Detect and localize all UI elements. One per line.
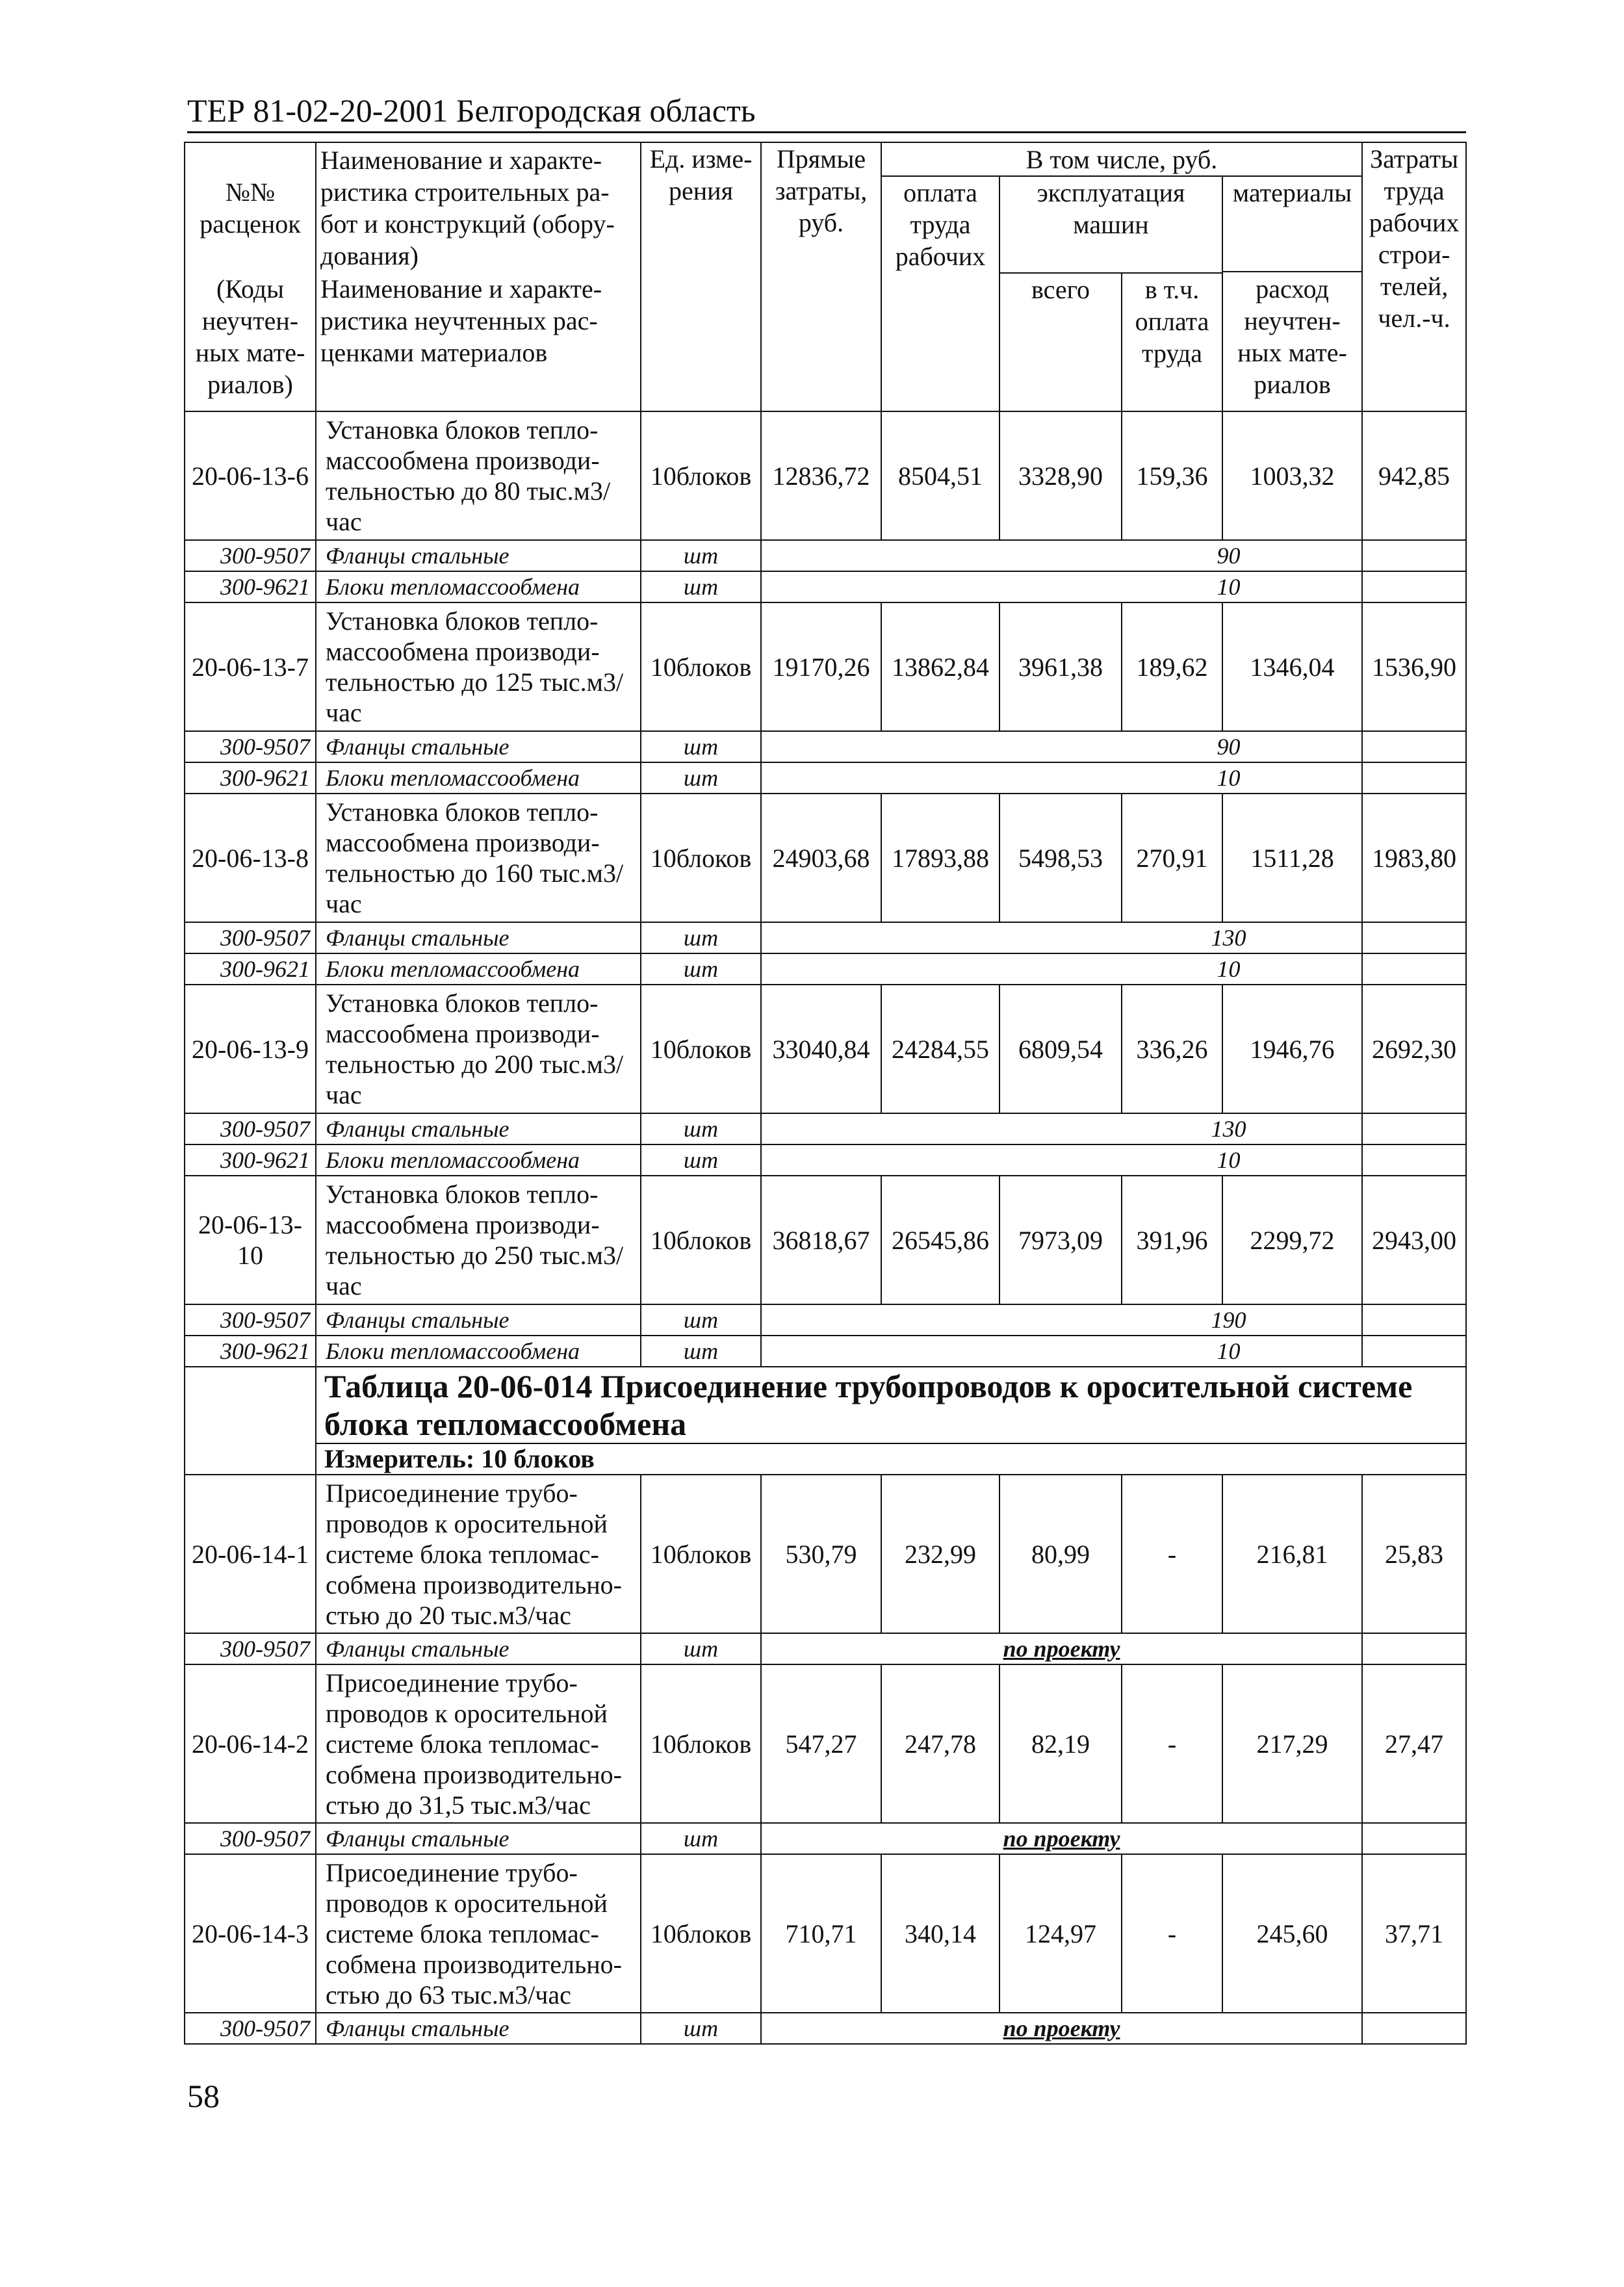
material-labor-empty	[1362, 762, 1466, 794]
material-name: Фланцы стальные	[316, 922, 641, 953]
rate-labor-pay: 17893,88	[881, 794, 999, 922]
rate-row	[185, 1176, 1466, 1304]
rate-materials: 2299,72	[1222, 1176, 1362, 1304]
material-row	[185, 1304, 1466, 1336]
table-measure: Измеритель: 10 блоков	[316, 1443, 1466, 1475]
material-qty: 190	[761, 1304, 1362, 1336]
material-unit: шт	[641, 571, 761, 602]
rate-materials: 1003,32	[1222, 411, 1362, 540]
rate-unit: 10блоков	[641, 411, 761, 540]
table-title: Таблица 20-06-014 Присоединение трубопроводов к оросительной системе блока тепломассообмена	[316, 1367, 1466, 1443]
material-name: Блоки тепломассообмена	[316, 1144, 641, 1176]
rate-row	[185, 602, 1466, 731]
header-mach-pay: в т.ч. оплата труда	[1122, 273, 1222, 411]
header-machines: эксплуатация машин	[999, 176, 1222, 273]
rate-code: 20-06-14-2	[185, 1664, 316, 1823]
rate-machines-total: 80,99	[999, 1475, 1122, 1633]
material-code: 300-9507	[185, 1304, 316, 1336]
material-unit: шт	[641, 1304, 761, 1336]
rate-machines-pay: -	[1122, 1475, 1222, 1633]
material-unit: шт	[641, 922, 761, 953]
material-row	[185, 1823, 1466, 1854]
rate-labor-hours: 25,83	[1362, 1475, 1466, 1633]
rate-direct-costs: 33040,84	[761, 985, 881, 1113]
rate-materials: 1511,28	[1222, 794, 1362, 922]
rate-materials: 217,29	[1222, 1664, 1362, 1823]
material-name: Фланцы стальные	[316, 1304, 641, 1336]
rate-direct-costs: 530,79	[761, 1475, 881, 1633]
rate-machines-pay: 159,36	[1122, 411, 1222, 540]
material-labor-empty	[1362, 571, 1466, 602]
material-unit: шт	[641, 762, 761, 794]
material-code: 300-9621	[185, 1336, 316, 1367]
material-qty: 10	[761, 1336, 1362, 1367]
rate-unit: 10блоков	[641, 1664, 761, 1823]
material-qty: 10	[761, 571, 1362, 602]
rate-machines-total: 82,19	[999, 1664, 1122, 1823]
material-row	[185, 731, 1466, 762]
rate-name: Установка блоков тепло-массообмена производи-тельностью до 200 тыс.м3/час	[316, 985, 641, 1113]
rate-unit: 10блоков	[641, 794, 761, 922]
rate-unit: 10блоков	[641, 1475, 761, 1633]
rate-machines-pay: 189,62	[1122, 602, 1222, 731]
material-labor-empty	[1362, 731, 1466, 762]
material-code: 300-9507	[185, 2013, 316, 2044]
material-labor-empty	[1362, 540, 1466, 571]
header-name-top: Наименование и характе-ристика строительных ра-бот и конструкций (обору-дования)	[316, 142, 641, 273]
header-labor-pay: оплата труда рабочих	[881, 176, 999, 411]
rate-machines-total: 7973,09	[999, 1176, 1122, 1304]
material-labor-empty	[1362, 1823, 1466, 1854]
rate-materials: 216,81	[1222, 1475, 1362, 1633]
header-unit: Ед. изме-рения	[641, 142, 761, 411]
rate-direct-costs: 710,71	[761, 1854, 881, 2013]
material-row	[185, 540, 1466, 571]
material-code: 300-9621	[185, 571, 316, 602]
material-qty: 10	[761, 953, 1362, 985]
material-row	[185, 1144, 1466, 1176]
material-row	[185, 922, 1466, 953]
material-row	[185, 1633, 1466, 1664]
rate-name: Присоединение трубо-проводов к оросительной системе блока тепломас-собмена производительно-стью до 63 тыс.м3/час	[316, 1854, 641, 2013]
rate-code: 20-06-14-3	[185, 1854, 316, 2013]
material-unit: шт	[641, 2013, 761, 2044]
rate-materials: 245,60	[1222, 1854, 1362, 2013]
rate-row	[185, 1854, 1466, 2013]
rate-machines-pay: -	[1122, 1854, 1222, 2013]
rate-machines-pay: 391,96	[1122, 1176, 1222, 1304]
material-row	[185, 1336, 1466, 1367]
rate-materials: 1946,76	[1222, 985, 1362, 1113]
material-labor-empty	[1362, 1336, 1466, 1367]
rate-materials: 1346,04	[1222, 602, 1362, 731]
material-qty: 90	[761, 540, 1362, 571]
material-qty: 10	[761, 762, 1362, 794]
rate-labor-pay: 232,99	[881, 1475, 999, 1633]
rate-direct-costs: 24903,68	[761, 794, 881, 922]
material-labor-empty	[1362, 1144, 1466, 1176]
page-header	[187, 91, 1466, 136]
material-unit: шт	[641, 1336, 761, 1367]
material-unit: шт	[641, 731, 761, 762]
header-rule	[187, 131, 1466, 133]
header-code-top: №№ расценок	[185, 142, 316, 273]
material-labor-empty	[1362, 2013, 1466, 2044]
rate-unit: 10блоков	[641, 985, 761, 1113]
rate-labor-pay: 24284,55	[881, 985, 999, 1113]
material-name: Фланцы стальные	[316, 540, 641, 571]
material-labor-empty	[1362, 922, 1466, 953]
material-row	[185, 762, 1466, 794]
rate-name: Установка блоков тепло-массообмена производи-тельностью до 125 тыс.м3/час	[316, 602, 641, 731]
rate-code: 20-06-13-10	[185, 1176, 316, 1304]
rate-code: 20-06-13-8	[185, 794, 316, 922]
rate-code: 20-06-13-9	[185, 985, 316, 1113]
material-labor-empty	[1362, 1633, 1466, 1664]
material-name: Блоки тепломассообмена	[316, 762, 641, 794]
header-mat-use: расход неучтен-ных мате-риалов	[1222, 273, 1362, 411]
material-code: 300-9507	[185, 540, 316, 571]
rate-code: 20-06-14-1	[185, 1475, 316, 1633]
material-unit: шт	[641, 1144, 761, 1176]
rate-name: Установка блоков тепло-массообмена производи-тельностью до 160 тыс.м3/час	[316, 794, 641, 922]
rate-unit: 10блоков	[641, 602, 761, 731]
header-name-bottom: Наименование и характе-ристика неучтенных рас-ценками материалов	[316, 273, 641, 411]
rates-table	[184, 142, 1467, 2045]
rate-name: Присоединение трубо-проводов к оросительной системе блока тепломас-собмена производительно-стью до 31,5 тыс.м3/час	[316, 1664, 641, 1823]
rate-machines-pay: -	[1122, 1664, 1222, 1823]
material-row	[185, 953, 1466, 985]
header-materials: материалы	[1222, 176, 1362, 272]
rate-unit: 10блоков	[641, 1176, 761, 1304]
material-row	[185, 1113, 1466, 1144]
material-qty: 130	[761, 922, 1362, 953]
rate-labor-hours: 1983,80	[1362, 794, 1466, 922]
rate-labor-hours: 2692,30	[1362, 985, 1466, 1113]
rate-row	[185, 985, 1466, 1113]
material-code: 300-9507	[185, 731, 316, 762]
material-name: Блоки тепломассообмена	[316, 1336, 641, 1367]
header-direct: Прямые затраты, руб.	[761, 142, 881, 411]
rate-machines-pay: 336,26	[1122, 985, 1222, 1113]
header-labor: Затраты труда рабочих строи-телей, чел.-ч.	[1362, 142, 1466, 411]
rate-row	[185, 1664, 1466, 1823]
rate-row	[185, 1475, 1466, 1633]
rate-direct-costs: 547,27	[761, 1664, 881, 1823]
material-qty: по проекту	[761, 2013, 1362, 2044]
material-name: Фланцы стальные	[316, 1113, 641, 1144]
rate-labor-pay: 340,14	[881, 1854, 999, 2013]
material-unit: шт	[641, 1823, 761, 1854]
rate-labor-hours: 2943,00	[1362, 1176, 1466, 1304]
material-row	[185, 2013, 1466, 2044]
material-unit: шт	[641, 540, 761, 571]
rate-code: 20-06-13-7	[185, 602, 316, 731]
rate-machines-pay: 270,91	[1122, 794, 1222, 922]
material-code: 300-9621	[185, 953, 316, 985]
header-code-bottom: (Коды неучтен-ных мате-риалов)	[185, 273, 316, 411]
rate-unit: 10блоков	[641, 1854, 761, 2013]
rate-direct-costs: 12836,72	[761, 411, 881, 540]
rate-name: Установка блоков тепло-массообмена производи-тельностью до 250 тыс.м3/час	[316, 1176, 641, 1304]
header-mach-total: всего	[999, 273, 1122, 411]
rate-labor-pay: 8504,51	[881, 411, 999, 540]
material-labor-empty	[1362, 1113, 1466, 1144]
rate-machines-total: 3328,90	[999, 411, 1122, 540]
rate-labor-hours: 942,85	[1362, 411, 1466, 540]
rate-machines-total: 124,97	[999, 1854, 1122, 2013]
rate-direct-costs: 36818,67	[761, 1176, 881, 1304]
rate-row	[185, 411, 1466, 540]
material-qty: 90	[761, 731, 1362, 762]
header-title: ТЕР 81-02-20-2001 Белгородская область	[187, 92, 756, 129]
material-qty: 10	[761, 1144, 1362, 1176]
material-code: 300-9507	[185, 922, 316, 953]
rate-machines-total: 3961,38	[999, 602, 1122, 731]
rate-labor-hours: 27,47	[1362, 1664, 1466, 1823]
material-name: Фланцы стальные	[316, 1633, 641, 1664]
material-code: 300-9621	[185, 762, 316, 794]
material-labor-empty	[1362, 1304, 1466, 1336]
material-unit: шт	[641, 1633, 761, 1664]
rate-machines-total: 5498,53	[999, 794, 1122, 922]
rate-code: 20-06-13-6	[185, 411, 316, 540]
material-name: Блоки тепломассообмена	[316, 953, 641, 985]
material-name: Блоки тепломассообмена	[316, 571, 641, 602]
material-name: Фланцы стальные	[316, 731, 641, 762]
rate-name: Присоединение трубо-проводов к оросительной системе блока тепломас-собмена производительно-стью до 20 тыс.м3/час	[316, 1475, 641, 1633]
material-code: 300-9507	[185, 1113, 316, 1144]
material-name: Фланцы стальные	[316, 1823, 641, 1854]
material-code: 300-9621	[185, 1144, 316, 1176]
material-labor-empty	[1362, 953, 1466, 985]
material-code: 300-9507	[185, 1633, 316, 1664]
material-unit: шт	[641, 1113, 761, 1144]
page-number: 58	[187, 2078, 220, 2114]
material-qty: по проекту	[761, 1823, 1362, 1854]
material-name: Фланцы стальные	[316, 2013, 641, 2044]
material-qty: по проекту	[761, 1633, 1362, 1664]
rate-direct-costs: 19170,26	[761, 602, 881, 731]
material-row	[185, 571, 1466, 602]
rate-labor-hours: 37,71	[1362, 1854, 1466, 2013]
rate-labor-pay: 13862,84	[881, 602, 999, 731]
rate-row	[185, 794, 1466, 922]
header-incl: В том числе, руб.	[881, 142, 1362, 176]
material-code: 300-9507	[185, 1823, 316, 1854]
material-qty: 130	[761, 1113, 1362, 1144]
rate-labor-pay: 247,78	[881, 1664, 999, 1823]
rate-labor-pay: 26545,86	[881, 1176, 999, 1304]
rate-name: Установка блоков тепло-массообмена производи-тельностью до 80 тыс.м3/час	[316, 411, 641, 540]
rate-labor-hours: 1536,90	[1362, 602, 1466, 731]
rate-machines-total: 6809,54	[999, 985, 1122, 1113]
material-unit: шт	[641, 953, 761, 985]
